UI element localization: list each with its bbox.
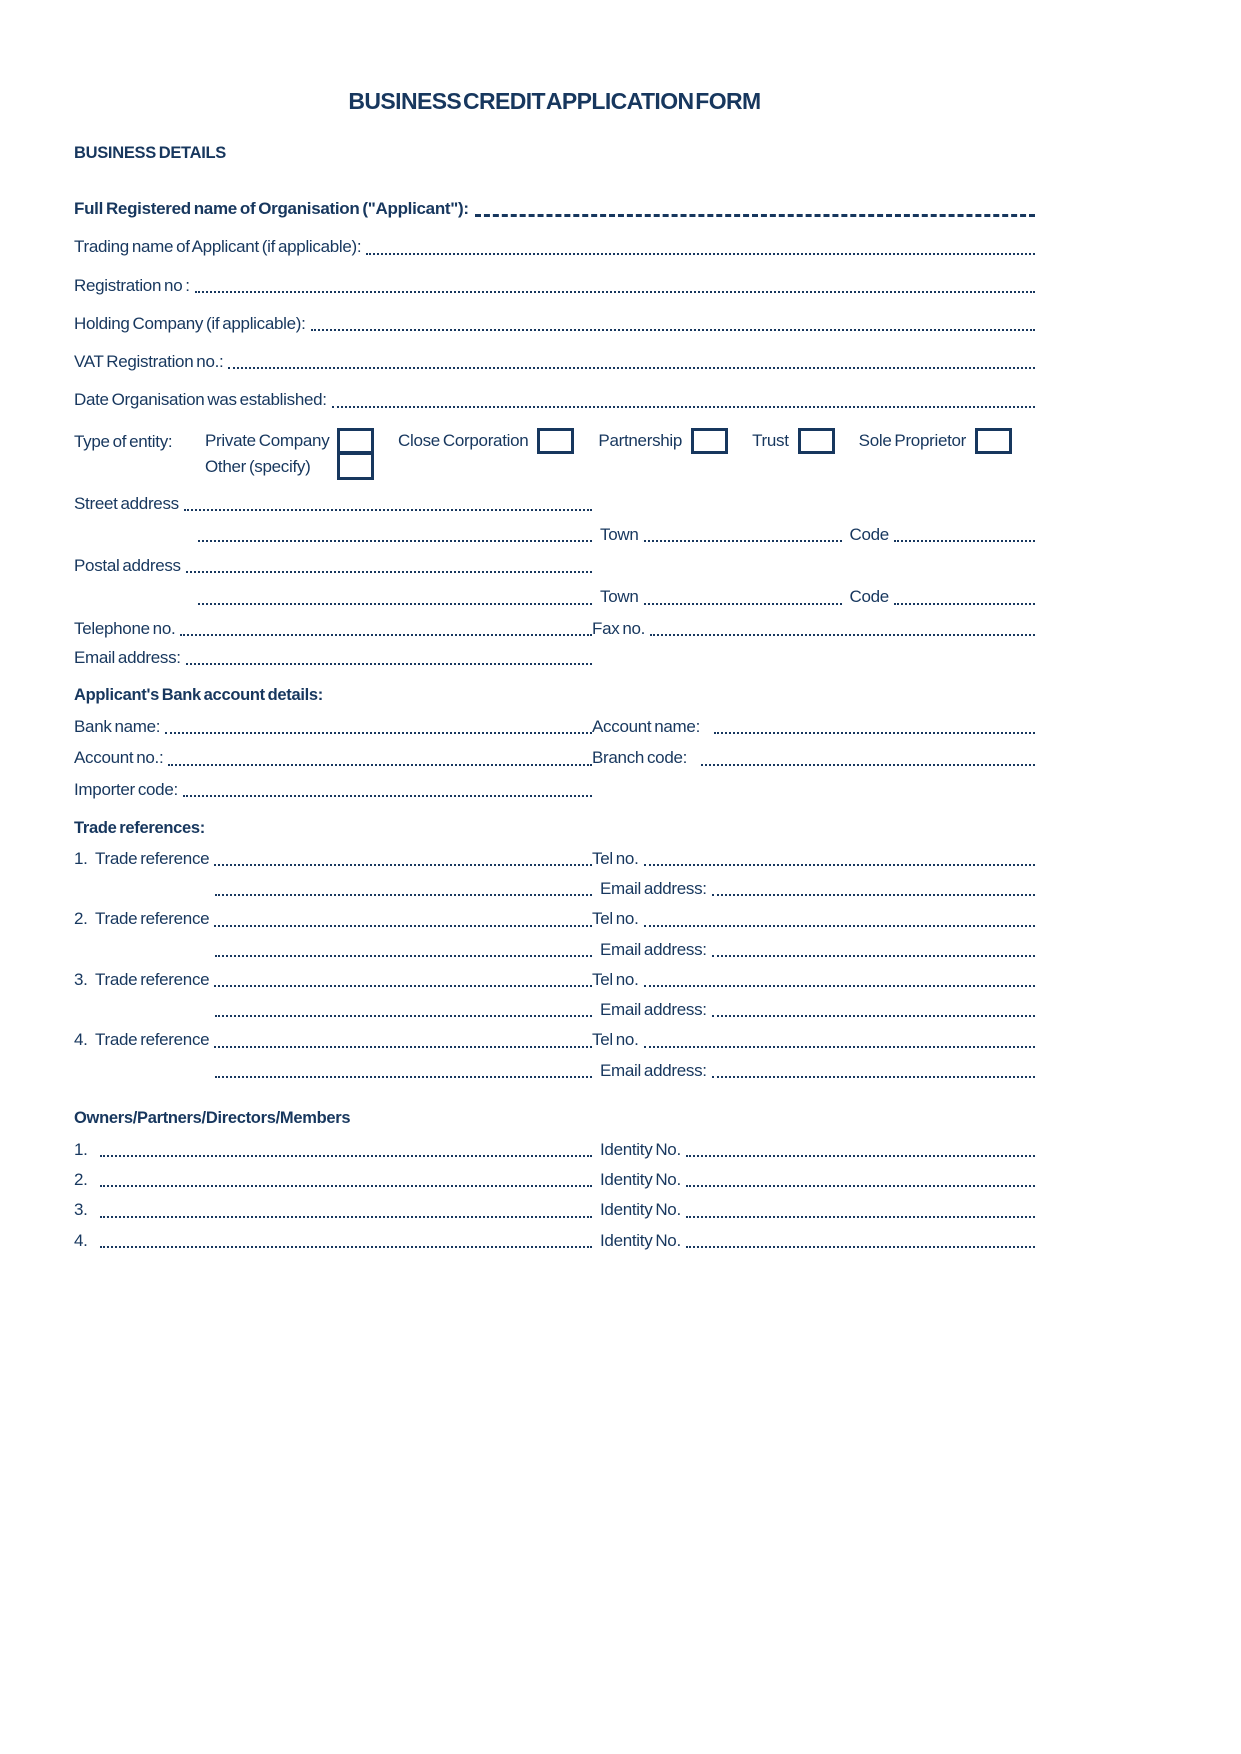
- street-address-input-line-1[interactable]: [184, 509, 592, 511]
- street-code-label: Code: [849, 524, 889, 544]
- owner-3-identity-input-line[interactable]: [686, 1216, 1035, 1218]
- trust-checkbox[interactable]: [798, 428, 835, 454]
- postal-code-label: Code: [849, 587, 889, 607]
- trade-2-tel-input-line[interactable]: [644, 925, 1036, 927]
- section-heading-trade-references: Trade references:: [74, 818, 205, 837]
- partnership-label: Partnership: [598, 430, 683, 450]
- date-established-input-line[interactable]: [332, 406, 1035, 408]
- entity-private-other-group: [205, 428, 374, 480]
- owner-1-identity-label: Identity No.: [600, 1139, 681, 1159]
- fax-label: Fax no.: [592, 618, 646, 638]
- owner-1-name-input-line[interactable]: [100, 1155, 592, 1157]
- owner-2-identity-label: Identity No.: [600, 1170, 681, 1189]
- private-company-checkbox[interactable]: [337, 428, 374, 454]
- registration-no-label: Registration no :: [74, 275, 190, 295]
- owner-4-name-input-line[interactable]: [100, 1246, 592, 1248]
- account-no-input-line[interactable]: [168, 764, 592, 766]
- postal-address-label: Postal address: [74, 556, 181, 575]
- street-town-label: Town: [600, 524, 639, 544]
- vat-registration-input-line[interactable]: [228, 367, 1035, 369]
- trade-reference-1-number: 1.: [74, 848, 88, 868]
- postal-town-input-line[interactable]: [644, 603, 842, 605]
- trading-name-label: Trading name of Applicant (if applicable):: [74, 237, 362, 257]
- trade-reference-3-input-line-2[interactable]: [215, 1015, 592, 1017]
- trade-reference-4-input-line[interactable]: [214, 1046, 592, 1048]
- telephone-label: Telephone no.: [74, 618, 176, 638]
- partnership-checkbox[interactable]: [691, 428, 728, 454]
- street-town-input-line[interactable]: [644, 540, 842, 542]
- trade-reference-1-input-line[interactable]: [214, 864, 592, 866]
- vat-registration-label: VAT Registration no.:: [74, 352, 224, 371]
- type-of-entity-label: Type of entity:: [74, 431, 173, 451]
- trade-reference-4-number: 4.: [74, 1030, 88, 1050]
- importer-code-label: Importer code:: [74, 779, 178, 799]
- sole-proprietor-label: Sole Proprietor: [858, 430, 967, 450]
- trade-2-tel-label: Tel no.: [592, 909, 639, 929]
- importer-code-input-line[interactable]: [183, 795, 592, 797]
- bank-name-label: Bank name:: [74, 717, 161, 736]
- close-corporation-label: Close Corporation: [398, 430, 529, 450]
- trading-name-input-line[interactable]: [366, 253, 1035, 255]
- private-company-label: Private Company: [205, 430, 330, 450]
- owner-3-identity-label: Identity No.: [600, 1200, 681, 1220]
- branch-code-label: Branch code:: [592, 748, 688, 768]
- section-heading-owners: Owners/Partners/Directors/Members: [74, 1108, 351, 1127]
- account-no-label: Account no.:: [74, 748, 164, 768]
- trade-4-tel-input-line[interactable]: [644, 1046, 1036, 1048]
- owner-1-number: 1.: [74, 1139, 88, 1159]
- section-heading-business-details: BUSINESS DETAILS: [74, 144, 226, 162]
- sole-proprietor-checkbox[interactable]: [975, 428, 1012, 454]
- trade-reference-3-number: 3.: [74, 969, 88, 989]
- bank-name-input-line[interactable]: [165, 732, 592, 734]
- trade-1-email-input-line[interactable]: [712, 894, 1035, 896]
- trade-3-email-input-line[interactable]: [712, 1015, 1035, 1017]
- street-address-input-line-2[interactable]: [198, 540, 592, 542]
- registration-no-input-line[interactable]: [195, 291, 1035, 293]
- postal-address-input-line-2[interactable]: [198, 603, 592, 605]
- owner-3-name-input-line[interactable]: [100, 1216, 592, 1218]
- close-corporation-checkbox[interactable]: [537, 428, 574, 454]
- owner-4-number: 4.: [74, 1230, 88, 1250]
- owner-2-name-input-line[interactable]: [100, 1185, 592, 1187]
- trade-reference-4-label: Trade reference: [95, 1030, 210, 1050]
- owner-2-number: 2.: [74, 1170, 88, 1189]
- account-name-label: Account name:: [592, 717, 700, 736]
- trade-reference-2-input-line[interactable]: [214, 925, 592, 927]
- trade-1-email-label: Email address:: [600, 879, 707, 898]
- date-established-label: Date Organisation was established:: [74, 390, 327, 410]
- trade-2-email-label: Email address:: [600, 939, 707, 959]
- page-title: BUSINESS CREDIT APPLICATION FORM: [348, 88, 761, 114]
- trade-reference-2-input-line-2[interactable]: [215, 955, 592, 957]
- trade-1-tel-input-line[interactable]: [644, 864, 1036, 866]
- street-address-label: Street address: [74, 493, 179, 513]
- fax-input-line[interactable]: [650, 634, 1035, 636]
- trade-2-email-input-line[interactable]: [712, 955, 1035, 957]
- postal-town-label: Town: [600, 587, 639, 607]
- trade-3-tel-label: Tel no.: [592, 969, 639, 989]
- account-name-input-line[interactable]: [714, 732, 1035, 734]
- branch-code-input-line[interactable]: [701, 764, 1035, 766]
- trust-label: Trust: [752, 430, 789, 450]
- full-registered-name-label: Full Registered name of Organisation ("Applicant"):: [74, 199, 469, 218]
- owner-1-identity-input-line[interactable]: [686, 1155, 1035, 1157]
- trade-4-email-input-line[interactable]: [712, 1076, 1035, 1078]
- owner-4-identity-label: Identity No.: [600, 1230, 681, 1250]
- owner-4-identity-input-line[interactable]: [686, 1246, 1035, 1248]
- holding-company-input-line[interactable]: [311, 329, 1035, 331]
- business-email-input-line[interactable]: [186, 663, 592, 665]
- postal-code-input-line[interactable]: [894, 603, 1035, 605]
- trade-reference-3-label: Trade reference: [95, 969, 210, 989]
- full-registered-name-input-line[interactable]: [475, 214, 1035, 217]
- trade-3-tel-input-line[interactable]: [644, 985, 1036, 987]
- trade-reference-2-label: Trade reference: [95, 909, 210, 929]
- trade-reference-4-input-line-2[interactable]: [215, 1076, 592, 1078]
- trade-reference-1-label: Trade reference: [95, 848, 210, 868]
- telephone-input-line[interactable]: [180, 634, 592, 636]
- trade-3-email-label: Email address:: [600, 1000, 707, 1019]
- section-heading-bank-details: Applicant's Bank account details:: [74, 686, 323, 704]
- business-email-label: Email address:: [74, 647, 181, 667]
- other-specify-label: Other (specify): [205, 456, 311, 476]
- owner-2-identity-input-line[interactable]: [686, 1185, 1035, 1187]
- trade-4-tel-label: Tel no.: [592, 1030, 639, 1050]
- trade-reference-2-number: 2.: [74, 909, 88, 929]
- trade-4-email-label: Email address:: [600, 1060, 707, 1080]
- trade-1-tel-label: Tel no.: [592, 848, 639, 868]
- owner-3-number: 3.: [74, 1200, 88, 1220]
- street-code-input-line[interactable]: [894, 540, 1035, 542]
- trade-reference-1-input-line-2[interactable]: [215, 894, 592, 896]
- holding-company-label: Holding Company (if applicable):: [74, 313, 306, 333]
- trade-reference-3-input-line[interactable]: [214, 985, 592, 987]
- postal-address-input-line-1[interactable]: [186, 571, 592, 573]
- other-specify-checkbox[interactable]: [337, 452, 374, 480]
